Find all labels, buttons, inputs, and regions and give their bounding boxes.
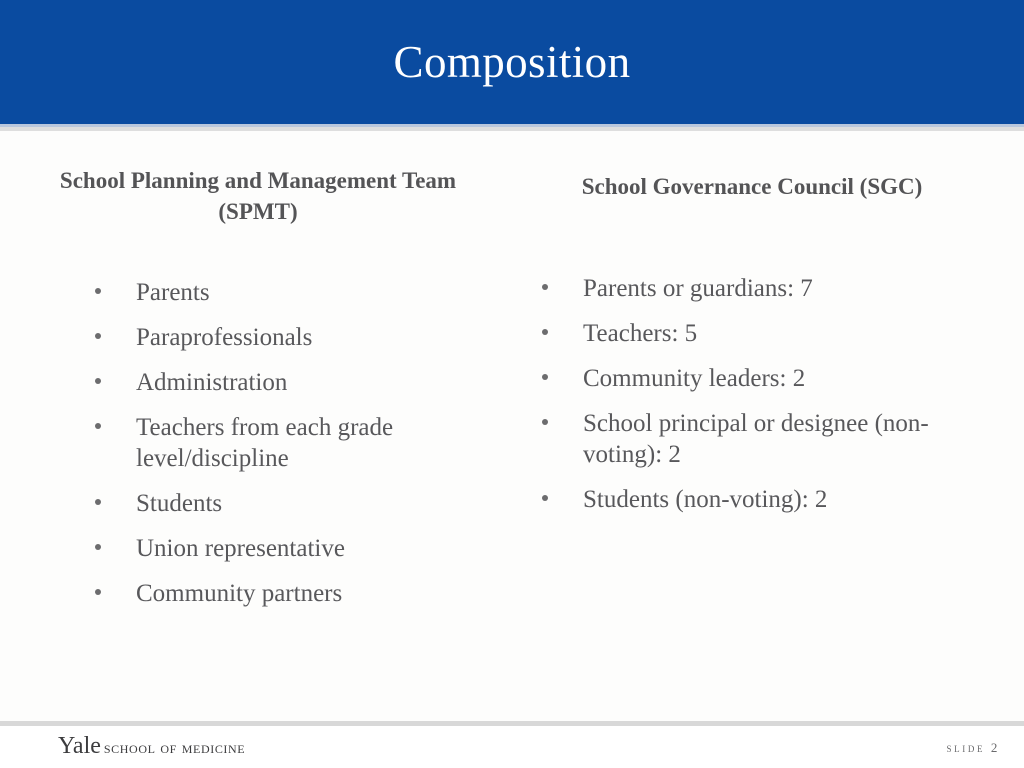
bullet-list-wrapper-sgc: [541, 273, 991, 529]
list-item-label: Students: [136, 490, 223, 517]
list-item-label: Community partners: [136, 580, 343, 607]
bullet-dot-icon: [95, 333, 101, 339]
bullet-dot-icon: [542, 284, 548, 290]
logo-secondary-text: school of medicine: [103, 738, 246, 757]
list-item: [94, 412, 501, 474]
list-item: [541, 273, 991, 304]
list-item: [94, 367, 501, 398]
list-item: [94, 322, 501, 353]
bullet-dot-icon: [95, 288, 101, 294]
slide-number-label: slide 2: [946, 740, 1000, 755]
yale-school-of-medicine-logo: [58, 733, 245, 760]
column-sgc: [512, 131, 992, 513]
bullet-dot-icon: [95, 378, 101, 384]
slide-body: [0, 131, 1024, 721]
bullet-dot-icon: [542, 495, 548, 501]
column-heading-sgc: School Governance Council (SGC): [581, 174, 923, 199]
list-item-label: Union representative: [136, 535, 345, 562]
list-item: [541, 363, 991, 394]
bullet-dot-icon: [542, 419, 548, 425]
list-item-label: Paraprofessionals: [136, 324, 313, 351]
list-item: [541, 318, 991, 349]
bullet-dot-icon: [95, 499, 101, 505]
list-item: [94, 488, 501, 519]
list-item-label: Parents or guardians: 7: [583, 275, 813, 302]
bullet-dot-icon: [95, 423, 101, 429]
list-item: [541, 484, 991, 515]
list-item-label: Administration: [136, 369, 288, 396]
slide-footer: [0, 726, 1024, 768]
list-item: [94, 533, 501, 564]
bullet-dot-icon: [542, 329, 548, 335]
list-item-label: Teachers: 5: [583, 320, 698, 347]
bullet-dot-icon: [95, 589, 101, 595]
bullet-dot-icon: [95, 544, 101, 550]
list-item-label: School principal or designee (non-voting): 2: [583, 410, 929, 468]
list-item: [541, 408, 991, 470]
bullet-list-wrapper-spmt: [71, 261, 501, 623]
list-item-label: Community leaders: 2: [583, 365, 806, 392]
logo-primary-text: Yale: [58, 733, 101, 759]
bullet-list-sgc: [541, 273, 991, 515]
list-item: [94, 578, 501, 609]
page-title: Composition: [393, 36, 631, 87]
bullet-dot-icon: [542, 374, 548, 380]
column-spmt: [44, 131, 514, 607]
list-item-label: Teachers from each grade level/discipline: [136, 414, 394, 472]
slide-title-banner: [0, 0, 1024, 124]
column-heading-spmt: School Planning and Management Team (SPMT): [59, 168, 457, 224]
list-item-label: Parents: [136, 279, 210, 306]
list-item-label: Students (non-voting): 2: [583, 486, 828, 513]
list-item: [94, 277, 501, 308]
bullet-list-spmt: [71, 277, 501, 609]
